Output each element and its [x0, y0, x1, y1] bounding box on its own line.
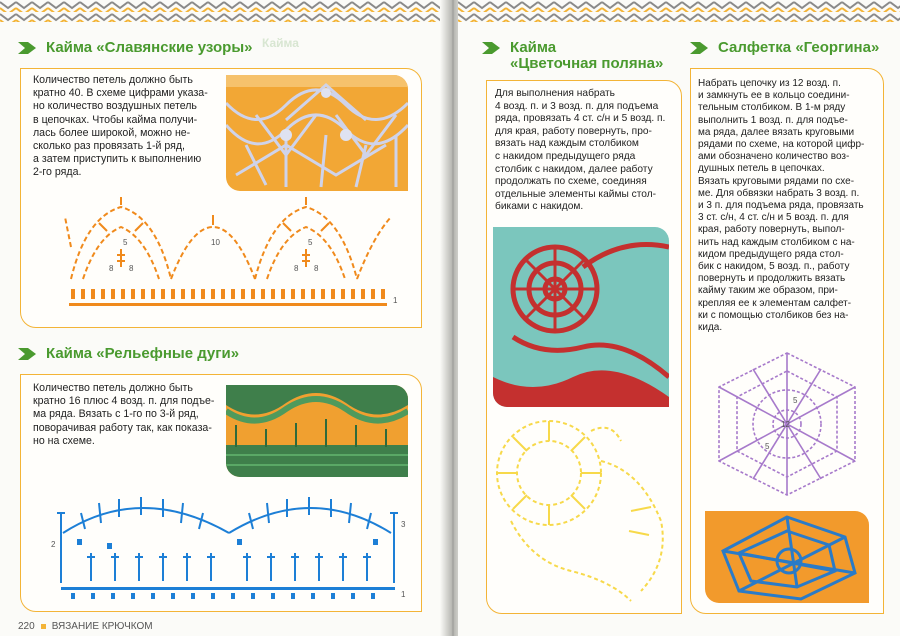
- diagram-label: 8: [314, 264, 319, 273]
- diagram-dahlia: [705, 349, 869, 499]
- panel-flower-meadow: [486, 80, 682, 614]
- panel-dahlia: [690, 68, 884, 614]
- diagram-slavic: [61, 197, 411, 315]
- panel-relief-arcs: [20, 374, 422, 612]
- instructions-relief-arcs: Количество петель должно быть кратно 16 плюс 4 возд. п. для подъе- ма ряда. Вязать с 1-го по 3-й ряд, поворачивая работу так, как показа- но на схеме.: [33, 382, 215, 447]
- diagram-label: 8: [129, 264, 134, 273]
- diagram-label: 8: [294, 264, 299, 273]
- diagram-label: 8: [109, 264, 114, 273]
- instructions-flower-meadow: Для выполнения набрать 4 возд. п. и 3 возд. п. для подъема ряда, провязать 4 ст. с/н и 5 возд. п. для края, работу повернуть, про- вязать над каждым столбиком с накидом предыдущего ряда столбик с накидом, далее работу продолжать по схеме, соединяя отдельные элементы каймы стол- биками с накидом.: [495, 88, 666, 213]
- page-footer: [18, 621, 153, 632]
- arrow-right-icon: [18, 40, 38, 56]
- chevron-border: [458, 0, 900, 24]
- diagram-label: 10: [211, 238, 220, 247]
- photo-slavic-lace: [226, 75, 408, 191]
- section-title-dahlia: Салфетка «Георгина»: [690, 40, 879, 56]
- diagram-label: 12: [781, 420, 790, 429]
- footer-bullet: [41, 624, 46, 629]
- arrow-right-icon: [18, 346, 38, 362]
- bleed-through-text: Кайма: [262, 36, 299, 50]
- section-title-slavic: Кайма «Славянские узоры»: [18, 40, 252, 56]
- section-title-flower-meadow: Кайма «Цветочная поляна»: [482, 40, 663, 72]
- diagram-label: 5: [793, 396, 798, 405]
- arrow-right-icon: [690, 40, 710, 56]
- right-page: [458, 0, 900, 636]
- instructions-dahlia: Набрать цепочку из 12 возд. п. и замкнуть ее в кольцо соедини- тельным столбиком. В 1-м ряду выполнить 1 возд. п. для подъе- ма ряда, далее вязать круговыми рядами по схеме, на которой цифр- ами обозначено количество воз- душных петель в цепочках. Вязать круговыми рядами по схе- ме. Для обвязки набрать 3 возд. п. и 3 п. для подъема ряда, провязать 3 ст. с/н, 4 ст. с/н и 5 возд. п. для края, работу повернуть, выпол- нить над каждым столбиком с на- кидом предыдущего ряда стол- бик с накидом, 5 возд. п., работу повернуть и продолжить вязать кайму таким же образом, при- крепляя ее к элементам салфет- ки с помощью столбиков без на- кида.: [698, 78, 865, 334]
- photo-flower-meadow: [493, 227, 669, 407]
- diagram-label: 5: [123, 238, 128, 247]
- section-title-relief-arcs: Кайма «Рельефные дуги»: [18, 346, 239, 362]
- diagram-relief-arcs: [51, 493, 411, 603]
- diagram-flower-meadow: [491, 411, 677, 607]
- row-number-label: 3: [401, 520, 406, 529]
- row-number-label: 2: [51, 540, 56, 549]
- photo-dahlia-doily: [705, 511, 869, 603]
- arrow-right-icon: [482, 40, 502, 56]
- diagram-label: 1: [393, 296, 398, 305]
- panel-slavic: [20, 68, 422, 328]
- instructions-slavic: Количество петель должно быть кратно 40. В схеме цифрами указа- но количество воздушных петель в цепочках. Чтобы кайма получи- лась более широкой, можно не- сколько раз провязать 1-й ряд, а затем приступить к выполнению 2-го ряда.: [33, 74, 208, 179]
- page-number: 220: [18, 621, 35, 632]
- left-page: [0, 0, 448, 636]
- chevron-border: [0, 0, 448, 24]
- diagram-label: 5: [765, 442, 770, 451]
- diagram-label: 5: [308, 238, 313, 247]
- book-title: ВЯЗАНИЕ КРЮЧКОМ: [51, 621, 153, 632]
- photo-relief-arcs: [226, 385, 408, 477]
- row-number-label: 1: [401, 590, 406, 599]
